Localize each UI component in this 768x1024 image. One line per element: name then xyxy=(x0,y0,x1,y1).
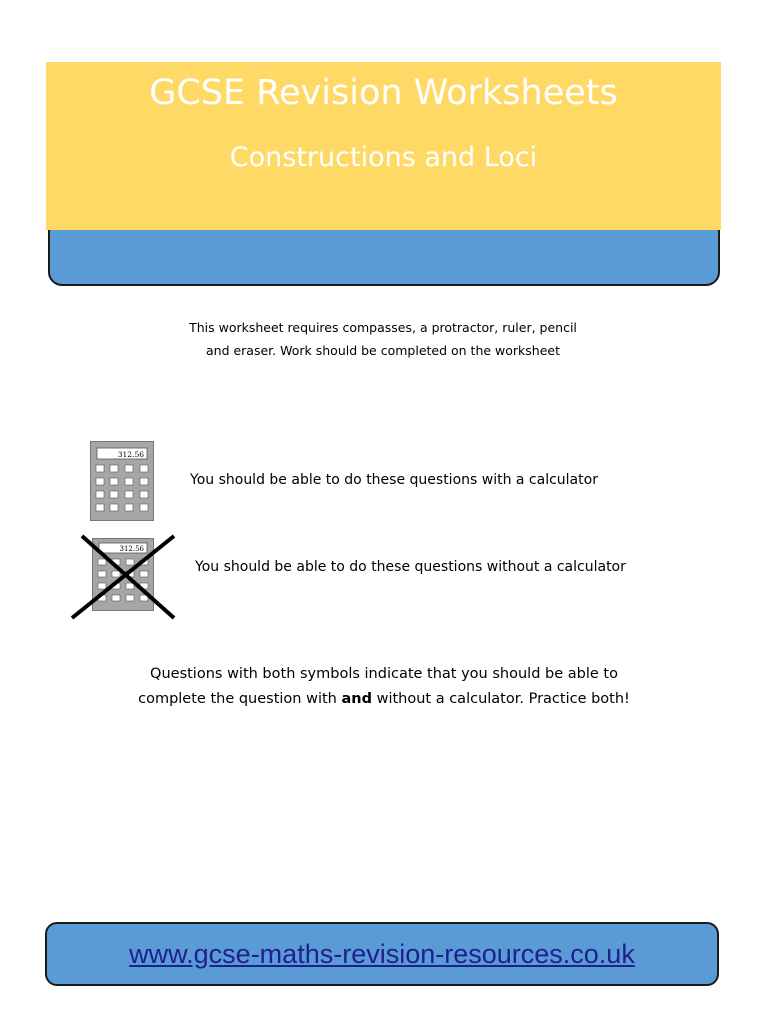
instructions-text xyxy=(150,316,616,362)
no-calculator-icon xyxy=(70,532,178,622)
footer-banner xyxy=(45,922,719,986)
legend-with-calculator: You should be able to do these questions with a calculator xyxy=(190,472,598,488)
calculator-icon xyxy=(90,441,154,521)
note-line-1: Questions with both symbols indicate that you should be able to xyxy=(150,666,618,682)
website-link[interactable]: www.gcse-maths-revision-resources.co.uk xyxy=(129,938,635,969)
note-bold-and: and xyxy=(341,691,372,707)
legend-without-calculator: You should be able to do these questions without a calculator xyxy=(195,559,626,575)
page-subtitle: Constructions and Loci xyxy=(229,142,538,173)
instructions-line-2: and eraser. Work should be completed on the worksheet xyxy=(205,343,561,358)
note-line-2 xyxy=(90,687,678,712)
page-title: GCSE Revision Worksheets xyxy=(149,73,618,113)
note-line-2-end: without a calculator. Practice both! xyxy=(371,691,630,707)
both-symbols-note xyxy=(90,662,678,712)
calculator-display-text: 312.56 xyxy=(117,450,144,459)
note-line-2-start: complete the question with xyxy=(138,691,342,707)
no-calculator-display-text: 312.56 xyxy=(119,545,144,553)
instructions-line-1: This worksheet requires compasses, a protractor, ruler, pencil xyxy=(189,320,577,335)
